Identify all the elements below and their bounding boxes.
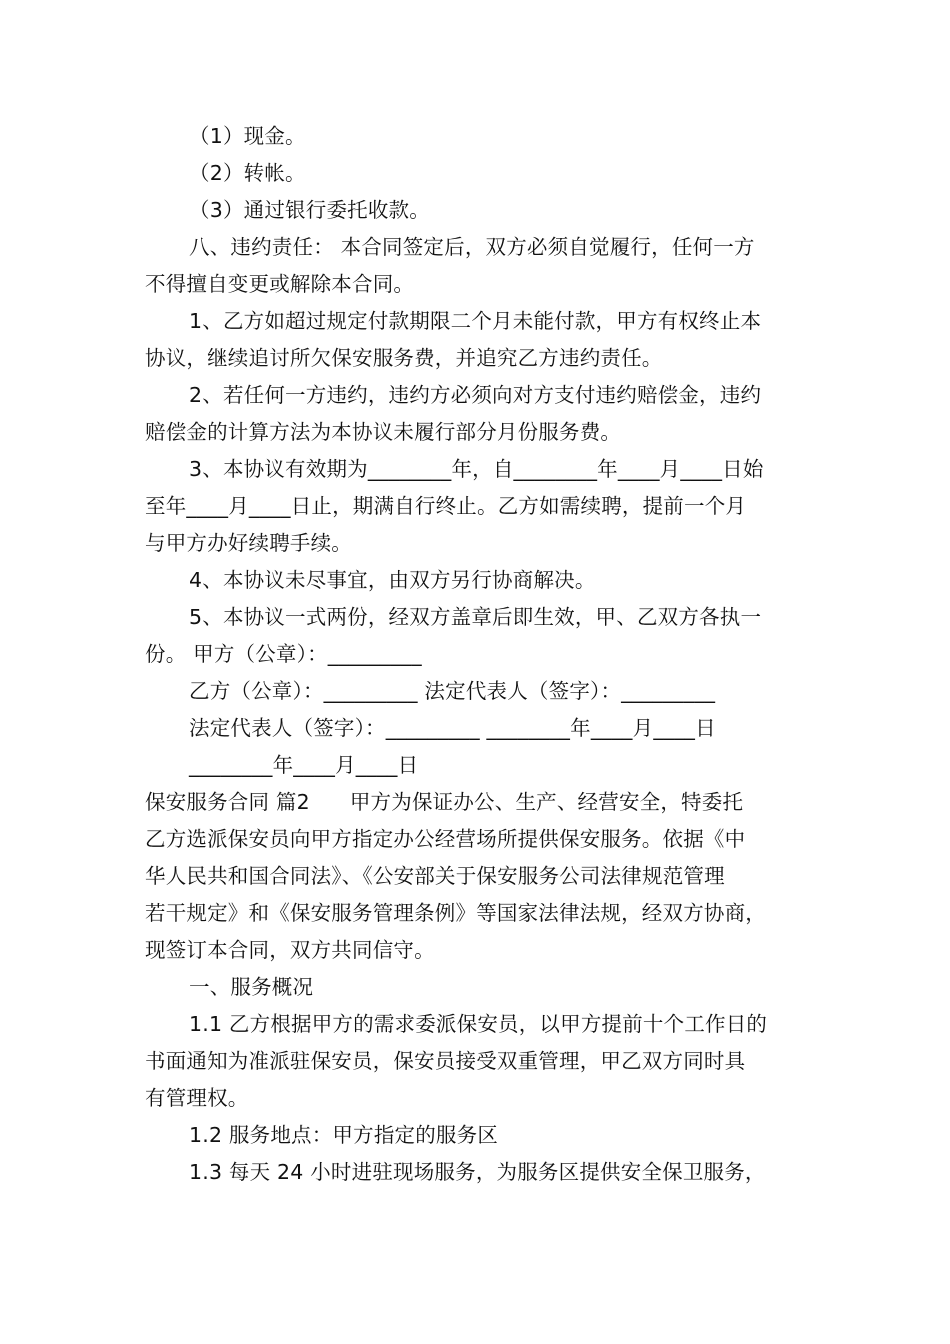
text-line: [145, 969, 810, 1006]
text-line: [145, 1080, 810, 1117]
text-line-content: 3、本协议有效期为________年，自________年____月____日始: [189, 457, 764, 481]
text-line: [145, 858, 810, 895]
text-line: [145, 747, 810, 784]
text-line: [145, 895, 810, 932]
text-line: [145, 932, 810, 969]
text-line-content: 有管理权。: [145, 1086, 249, 1110]
text-line: [145, 636, 810, 673]
document-body: [145, 118, 810, 1191]
text-line-content: ________年____月____日: [189, 753, 419, 777]
text-line: [145, 118, 810, 155]
text-line: [145, 340, 810, 377]
text-line-content: 不得擅自变更或解除本合同。: [145, 272, 415, 296]
text-line: [145, 1043, 810, 1080]
text-line: [145, 1117, 810, 1154]
text-line: [145, 229, 810, 266]
text-line-content: 1.3 每天 24 小时进驻现场服务，为服务区提供安全保卫服务，: [189, 1160, 766, 1184]
text-line: [145, 266, 810, 303]
text-line: [145, 192, 810, 229]
text-line-content: （3）通过银行委托收款。: [189, 198, 430, 222]
text-line-content: 若干规定》和《保安服务管理条例》等国家法律法规，经双方协商，: [145, 901, 766, 925]
text-line-content: 八、违约责任： 本合同签定后，双方必须自觉履行，任何一方: [189, 235, 755, 259]
text-line-content: 份。 甲方（公章）：_________: [145, 642, 422, 666]
text-line: [145, 525, 810, 562]
text-line-content: 赔偿金的计算方法为本协议未履行部分月份服务费。: [145, 420, 622, 444]
text-line: [145, 599, 810, 636]
text-line: [145, 784, 810, 821]
text-line-content: （1）现金。: [189, 124, 306, 148]
text-line-content: 乙方（公章）：_________ 法定代表人（签字）：_________: [189, 679, 716, 703]
text-line-content: 华人民共和国合同法》、《公安部关于保安服务公司法律规范管理: [145, 864, 725, 888]
text-line-content: 1.2 服务地点：甲方指定的服务区: [189, 1123, 499, 1147]
text-line: [145, 710, 810, 747]
text-line-content: 1、乙方如超过规定付款期限二个月未能付款，甲方有权终止本: [189, 309, 762, 333]
text-line-content: 与甲方办好续聘手续。: [145, 531, 352, 555]
text-line-content: 书面通知为准派驻保安员，保安员接受双重管理，甲乙双方同时具: [145, 1049, 746, 1073]
text-line-content: 现签订本合同，双方共同信守。: [145, 938, 435, 962]
text-line: [145, 155, 810, 192]
text-line-content: 5、本协议一式两份，经双方盖章后即生效，甲、乙双方各执一: [189, 605, 762, 629]
text-line: [145, 821, 810, 858]
text-line-content: 2、若任何一方违约，违约方必须向对方支付违约赔偿金，违约: [189, 383, 762, 407]
text-line: [145, 303, 810, 340]
text-line-content: 至年____月____日止，期满自行终止。乙方如需续聘，提前一个月: [145, 494, 747, 518]
text-line: [145, 488, 810, 525]
text-line-content: 一、服务概况: [189, 975, 314, 999]
text-line-content: 乙方选派保安员向甲方指定办公经营场所提供保安服务。依据《中: [145, 827, 746, 851]
text-line: [145, 1006, 810, 1043]
text-line-content: 1.1 乙方根据甲方的需求委派保安员，以甲方提前十个工作日的: [189, 1012, 768, 1036]
text-line-tail: 甲方为保证办公、生产、经营安全，特委托: [349, 790, 744, 814]
text-line-content: （2）转帐。: [189, 161, 306, 185]
text-line: [145, 451, 810, 488]
text-line-content: 保安服务合同 篇2: [145, 790, 310, 814]
text-line: [145, 673, 810, 710]
text-line: [145, 1154, 810, 1191]
text-line-content: 4、本协议未尽事宜，由双方另行协商解决。: [189, 568, 596, 592]
text-line-content: 法定代表人（签字）：_________ ________年____月____日: [189, 716, 716, 740]
text-line: [145, 562, 810, 599]
text-line: [145, 414, 810, 451]
text-line: [145, 377, 810, 414]
text-line-content: 协议，继续追讨所欠保安服务费，并追究乙方违约责任。: [145, 346, 663, 370]
